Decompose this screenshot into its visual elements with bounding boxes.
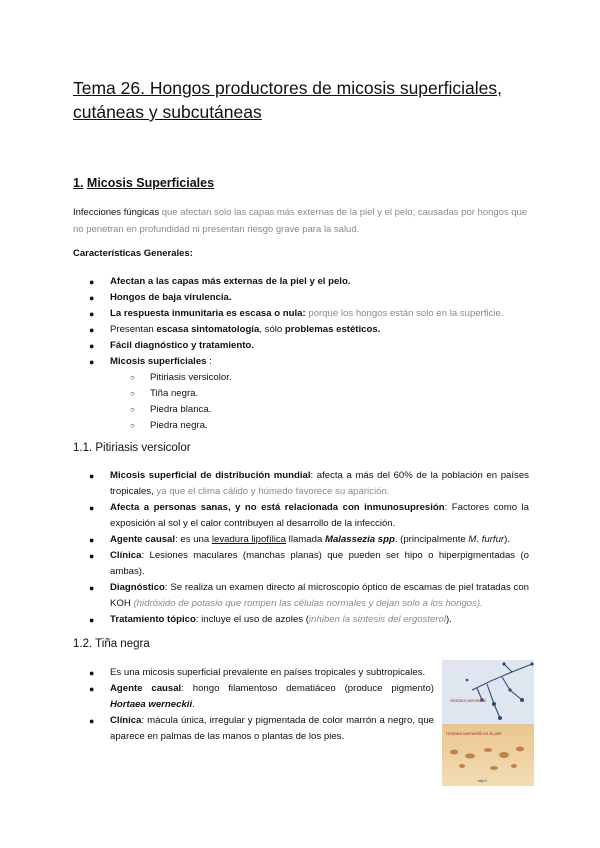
list-item: ● Clínica: Lesiones maculares (manchas planas) que pueden ser hipo o hiperpigmentadas (o ambas).: [89, 550, 529, 577]
list-item: ● Micosis superficial de distribución mundial: afecta a más del 60% de la población en países tropicales, ya que el clima cálido y húmedo favorece su aparición.: [89, 470, 529, 497]
bullet-icon: ●: [89, 551, 95, 561]
section-1-1-heading: 1.1. Pitiriasis versicolor: [73, 442, 191, 454]
list-item: ● Agente causal: hongo filamentoso dematiáceo (produce pigmento) Hortaea werneckii.: [89, 683, 434, 710]
circle-bullet-icon: ○: [130, 405, 135, 414]
image-caption-bottom: http://…: [478, 779, 491, 783]
sub-list: [110, 370, 529, 434]
sub-list-item: ○ Tiña negra.: [110, 386, 529, 402]
bullet-icon: ●: [89, 615, 95, 625]
list-item: ● Afecta a personas sanas, y no está relacionada con inmunosupresión: Factores como la exposición al sol y el calor contribuyen al desarrollo de la infección.: [89, 502, 529, 529]
sub-list-item: ○ Piedra negra.: [110, 418, 529, 434]
bullet-icon: ●: [89, 716, 95, 726]
section-1-intro: Infecciones fúngicas que afectan solo las capas más externas de la piel y el pelo, causadas por hongos que no penetran en profundidad ni presentan riesgo grave para la salud.: [73, 207, 528, 235]
bullet-icon: ●: [89, 684, 95, 694]
circle-bullet-icon: ○: [130, 421, 135, 430]
circle-bullet-icon: ○: [130, 389, 135, 398]
sub-list-item: ○ Piedra blanca.: [110, 402, 529, 418]
micrograph-top-panel: [442, 660, 534, 724]
micrograph-figure: [442, 660, 534, 786]
features-label: Características Generales:: [73, 248, 193, 259]
list-item: ● Es una micosis superficial prevalente en países tropicales y subtropicales.: [89, 665, 434, 681]
list-item: ● Presentan escasa sintomatología, sólo problemas estéticos.: [89, 322, 529, 338]
bullet-icon: ●: [89, 357, 95, 367]
list-item: ● Micosis superficiales : ○ Pitiriasis versicolor. ○ Tiña negra. ○ Piedra blanca. ○ Piedra negra.: [89, 354, 529, 434]
circle-bullet-icon: ○: [130, 373, 135, 382]
bullet-icon: ●: [89, 503, 95, 513]
image-caption-mid: Hortaea werneckii en la piel: [446, 731, 502, 736]
bullet-icon: ●: [89, 583, 95, 593]
image-caption-top: Hortaea werneckii: [450, 698, 487, 703]
list-item: ● Agente causal: es una levadura lipofílica llamada Malassezia spp. (principalmente M. furfur).: [89, 532, 529, 548]
bullet-icon: ●: [89, 293, 95, 303]
features-list: [89, 274, 529, 434]
bullet-icon: ●: [89, 341, 95, 351]
list-item: ● Hongos de baja virulencia.: [89, 290, 529, 306]
bullet-icon: ●: [89, 309, 95, 319]
bullet-icon: ●: [89, 277, 95, 287]
bullet-icon: ●: [89, 325, 95, 335]
list-item: ● Tratamiento tópico: incluye el uso de azoles (inhiben la síntesis del ergosterol).: [89, 612, 529, 628]
sub-list-item: ○ Pitiriasis versicolor.: [110, 370, 529, 386]
list-item: ● Fácil diagnóstico y tratamiento.: [89, 338, 529, 354]
section-1-heading: 1. Micosis Superficiales: [73, 176, 215, 190]
tina-negra-list: [89, 665, 434, 745]
pitiriasis-list: [89, 468, 529, 628]
hortaea-micrograph-image: [442, 660, 534, 786]
list-item: ● Diagnóstico: Se realiza un examen directo al microscopio óptico de escamas de piel tratadas con KOH (hidróxido de potasio que rompen las células normales y dejan solo a los hongos).: [89, 582, 529, 609]
list-item: ● La respuesta inmunitaria es escasa o nula: porque los hongos están solo en la superficie.: [89, 306, 529, 322]
bullet-icon: ●: [89, 471, 95, 481]
list-item: ● Afectan a las capas más externas de la piel y el pelo.: [89, 274, 529, 290]
bullet-icon: ●: [89, 535, 95, 545]
page-title: Tema 26. Hongos productores de micosis superficiales, cutáneas y subcutáneas: [73, 78, 502, 122]
section-1-2-heading: 1.2. Tiña negra: [73, 638, 150, 650]
bullet-icon: ●: [89, 668, 95, 678]
list-item: ● Clínica: mácula única, irregular y pigmentada de color marrón a negro, que aparece en palmas de las manos o plantas de los pies.: [89, 715, 434, 742]
